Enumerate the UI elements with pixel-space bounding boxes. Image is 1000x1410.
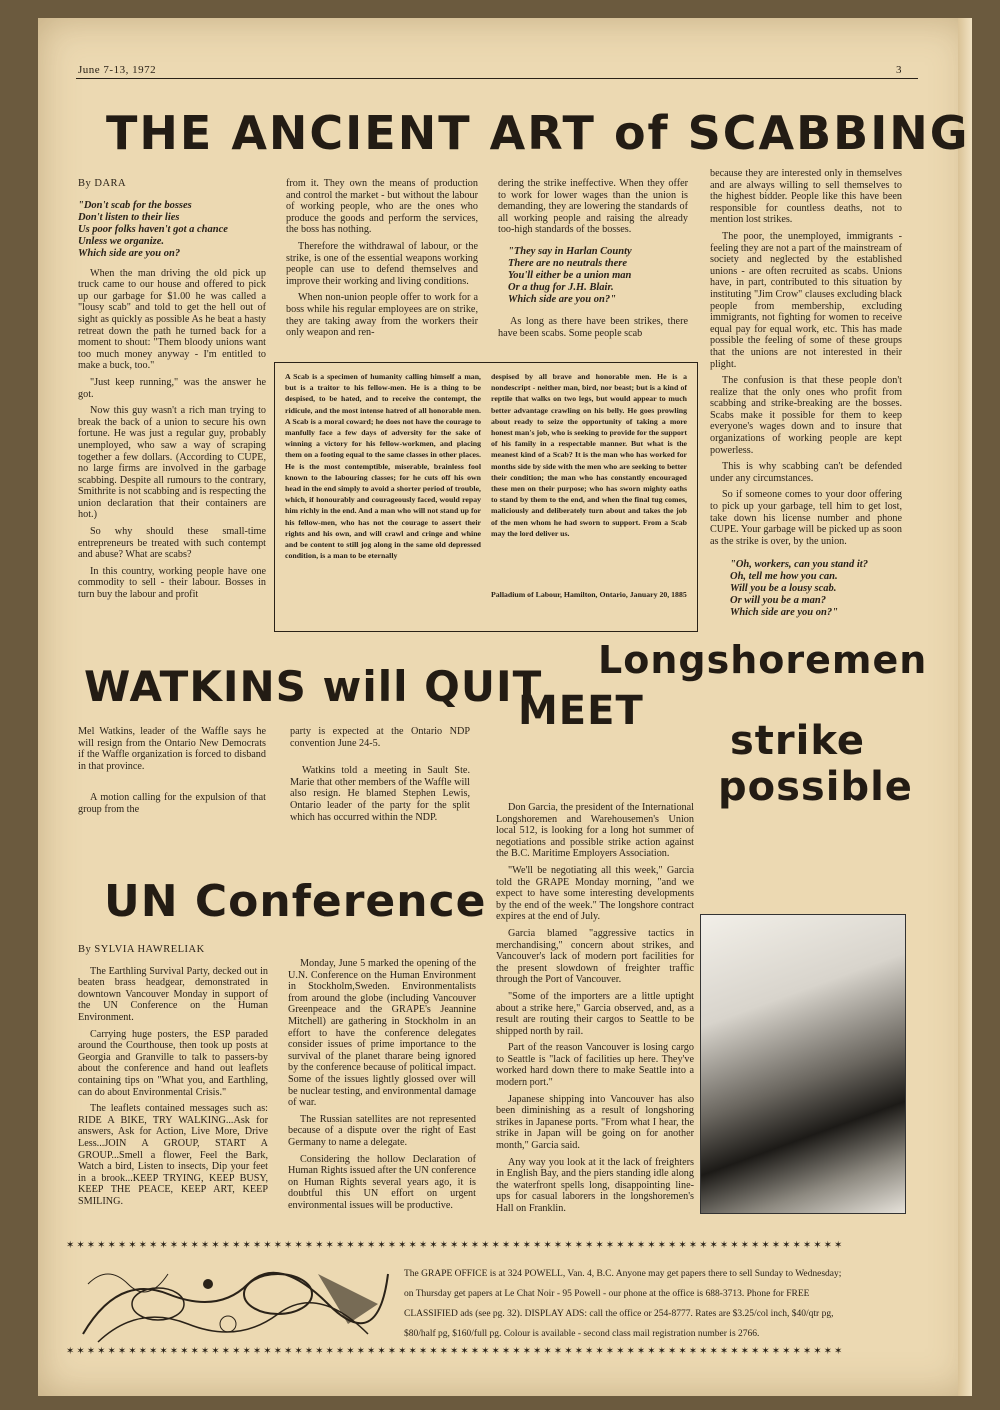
paragraph: Any way you look at it the lack of freighters in English Bay, and the piers standing idle along the waterfront spells long, disappointing line-ups for casual laborers in the longshoremen's Hall on Franklin. bbox=[496, 1156, 694, 1214]
paragraph: As long as there have been strikes, there have been scabs. Some people scab bbox=[498, 315, 688, 339]
scabbing-column-4 bbox=[710, 168, 902, 619]
paragraph: party is expected at the Ontario NDP convention June 24-5. bbox=[290, 726, 470, 749]
footer-line: $80/half pg, $160/full pg. Colour is available - second class mail registration number is 2766. bbox=[404, 1329, 760, 1339]
paragraph: Part of the reason Vancouver is losing cargo to Seattle is "lack of facilities up here. They've worked hard down there to make Seattle into a modern port." bbox=[496, 1042, 694, 1089]
paragraph: The poor, the unemployed, immigrants - feeling they are not a part of the mainstream of society and neglected by the established unions - are often recruited as scabs. Unions have, in part, contributed to this situation by instituting "Jim Crow" clauses excluding black people from membership, excluding immigrants, not fighting for women to receive equal pay for equal work, etc. This has made possible the feeling of some of these groups that the unions are not interested in their plight. bbox=[710, 230, 902, 370]
longshore-headline-1: Longshoremen bbox=[598, 638, 928, 682]
paragraph: So why should these small-time entrepreneurs be treated with such contempt and abuse? What are scabs? bbox=[78, 526, 266, 561]
paragraph: Japanese shipping into Vancouver has also been diminishing as a result of longshoring strikes in Japanese ports. "From what I hear, the strike in Japan will be going on for another month," Garcia said. bbox=[496, 1093, 694, 1152]
quote-left-column: A Scab is a specimen of humanity calling himself a man, but is a traitor to his fellow-men. He is a thing to be despised, to be hated, and to receive the contempt, the ridicule, and the most intense hatred of all honorable men. A Scab is a moral coward; he does not have the courage to manfully face a few days of adversity for the sake of winning a victory for his fellow-workmen, and placing them on a footing equal to the same classes in other places. He is the most contemptible, miserable, brainless fool known to the labouring classes; for he cuts off his own head in the end simply to avoid a shorter period of trouble, which, if honourably and courageously faced, would repay him richly in the end. And a man who will not stand up for his fellow-men, who has not the courage to assert their rights and his own, and will crawl and cringe and whine and be content to still jog along in the same old depressed condition, is a man to be eternally bbox=[285, 372, 481, 561]
scabbing-byline: By DARA bbox=[78, 178, 127, 189]
page-number: 3 bbox=[896, 64, 902, 76]
paragraph: The Earthling Survival Party, decked out in beaten brass headgear, demonstrated in downtown Vancouver Monday in support of the UN Conference on the Human Environment. bbox=[78, 965, 268, 1023]
paragraph: Garcia blamed "aggressive tactics in merchandising," concern about strikes, and Vancouver's lack of modern port facilities for the present slowdown of freighter traffic through the Port of Vancouver. bbox=[496, 927, 694, 986]
grape-illustration bbox=[78, 1254, 394, 1346]
scabbing-column-3 bbox=[498, 178, 688, 344]
paragraph: The Russian satellites are not represented because of a dispute over the right of East Germany to name a delegate. bbox=[288, 1113, 476, 1148]
quote-source: Palladium of Labour, Hamilton, Ontario, January 20, 1885 bbox=[491, 590, 687, 599]
paragraph: Carrying huge posters, the ESP paraded around the Courthouse, then took up posts at Georgia and Granville to talk to passers-by about the conference and hand out leaflets containing tips on "What you, and Earthling, can do about Environmental Crisis." bbox=[78, 1028, 268, 1098]
footer-line: The GRAPE OFFICE is at 324 POWELL, Van. 4, B.C. Anyone may get papers there to sell Sunday to Wednesday; bbox=[404, 1269, 842, 1279]
paragraph: Monday, June 5 marked the opening of the U.N. Conference on the Human Environment in Stockholm,Sweden. Environmentalists from around the globe (including Vancouver Greenpeace and the GRAPE's Jeannine Mitchell) are gathering in Stockholm in an effort to have the conference delegates consider issues of prime importance to the survival of the planet tharare being ignored by the conference because of political impact. Some of the issues lightly glossed over will be nuclear testing, and environmental damage of war. bbox=[288, 958, 476, 1109]
paragraph: When the man driving the old pick up truck came to our house and offered to pick up our garbage for $1.00 he was called a "lousy scab" and told to get the hell out of sight as quickly as possible As he beat a hasty retreat down the path he turned back for a moment to shout: "Them bloody unions want too much money anyway - I'm entitled to make a buck, too." bbox=[78, 267, 266, 372]
paragraph: Watkins told a meeting in Sault Ste. Marie that other members of the Waffle will also resign. He blamed Stephen Lewis, Ontario leader of the party for the split which has occurred within the NDP. bbox=[290, 765, 470, 823]
paragraph: "Just keep running," was the answer he got. bbox=[78, 376, 266, 400]
palladium-quote-box bbox=[274, 362, 698, 632]
scabbing-verse-3: "Oh, workers, can you stand it? Oh, tell me how you can. Will you be a lousy scab. Or will you be a man? Which side are you on?" bbox=[730, 559, 868, 619]
grape-office-footer bbox=[66, 1240, 942, 1364]
scabbing-verse-1: "Don't scab for the bosses Don't listen to their lies Us poor folks haven't got a chance Unless we organize. Which side are you on? bbox=[78, 199, 228, 259]
paragraph: When non-union people offer to work for a boss while his regular employees are on strike, they are taking away from the workers their only weapon and ren- bbox=[286, 292, 478, 339]
star-border-top: ✶✶✶✶✶✶✶✶✶✶✶✶✶✶✶✶✶✶✶✶✶✶✶✶✶✶✶✶✶✶✶✶✶✶✶✶✶✶✶✶✶✶✶✶✶✶✶✶✶✶✶✶✶✶✶✶✶✶✶✶✶✶✶✶✶✶✶✶✶✶✶✶✶✶✶ bbox=[66, 1240, 845, 1251]
longshore-headline-3: strike bbox=[730, 718, 866, 764]
paragraph: Don Garcia, the president of the International Longshoremen and Warehousemen's Union local 512, is looking for a long hot summer of negotiations and possible strike action against the B.C. Maritime Employers Association. bbox=[496, 802, 694, 860]
watkins-column-1 bbox=[78, 726, 266, 821]
scabbing-verse-2: "They say in Harlan County There are no neutrals there You'll either be a union man Or a thug for J.H. Blair. Which side are you on?" bbox=[508, 245, 632, 305]
watkins-column-2 bbox=[290, 726, 470, 828]
page-fold bbox=[958, 18, 972, 1396]
scabbing-column-1 bbox=[78, 178, 266, 606]
paragraph: The confusion is that these people don't realize that the only ones who profit from scabbing and strike-breaking are the bosses. Scabs make it possible for them to keep everyone's wages down and to insure that organizations of working people are kept powerless. bbox=[710, 375, 902, 456]
paragraph: "We'll be negotiating all this week," Garcia told the GRAPE Monday morning, "and we expect to have some interesting developments by the end of the week." The longshore contract expires at the end of July. bbox=[496, 864, 694, 923]
newspaper-page bbox=[38, 18, 972, 1396]
un-byline: By SYLVIA HAWRELIAK bbox=[78, 944, 205, 955]
paragraph: Now this guy wasn't a rich man trying to break the back of a union to secure his own fortune. He was just a regular guy, probably unemployed, who saw a way of scraping together a few dollars. (According to CUPE, no large firms are involved in the garbage scabbing. Despite all rumours to the contrary, Smithrite is not scabbing and is respecting the union declaration that their containers are hot.) bbox=[78, 405, 266, 521]
paragraph: So if someone comes to your door offering to pick up your garbage, tell him to get lost, take down his license number and phone CUPE. Your garbage will be picked up as soon as the strike is over, by the union. bbox=[710, 489, 902, 547]
scabbing-headline: THE ANCIENT ART of SCABBING bbox=[106, 106, 970, 160]
longshore-headline-4: possible bbox=[718, 764, 913, 810]
longshore-article bbox=[496, 802, 694, 1220]
paragraph: A motion calling for the expulsion of that group from the bbox=[78, 792, 266, 815]
quote-right-column: despised by all brave and honorable men. He is a nondescript - neither man, bird, nor beast; but is a kind of reptile that walks on two legs, but would appear to much better advantage crawling on his belly. He goes prowling about ready to seize the opportunity of taking a more honest man's job, who is seeking to provide for the support of his family in a respectable manner. But what is the meanest kind of a Scab? It is the man who has worked for months side by side with the men who are seeking to better their condition; the man who has constantly encouraged these men on their purpose; who has sworn mighty oaths to stand by them to the end, and when the final tug comes, maliciously and deliberately turn about and takes the job of the men whom he had sworn to support. From a Scab may the lord deliver us. bbox=[491, 372, 687, 538]
paragraph: "Some of the importers are a little uptight about a strike here," Garcia observed, and, as a result are routing their cargos to Seattle to be shipped north by rail. bbox=[496, 990, 694, 1037]
paragraph: This is why scabbing can't be defended under any circumstances. bbox=[710, 461, 902, 484]
footer-line: CLASSIFIED ads (see pg. 32). DISPLAY ADS: call the office or 254-8777. Rates are $3.25/col inch, $40/qtr pg, bbox=[404, 1309, 834, 1319]
paragraph: because they are interested only in themselves and are always willing to sell themselves to the highest bidder. People like this have been responsible for countless deaths, not to mention lost strikes. bbox=[710, 168, 902, 226]
star-border-bottom: ✶✶✶✶✶✶✶✶✶✶✶✶✶✶✶✶✶✶✶✶✶✶✶✶✶✶✶✶✶✶✶✶✶✶✶✶✶✶✶✶✶✶✶✶✶✶✶✶✶✶✶✶✶✶✶✶✶✶✶✶✶✶✶✶✶✶✶✶✶✶✶✶✶✶✶ bbox=[66, 1346, 845, 1357]
ship-dock-photo bbox=[700, 914, 906, 1214]
paragraph: dering the strike ineffective. When they offer to work for lower wages than the union is demanding, they are lowering the standards of all working people and raising the already too-high standards of the bosses. bbox=[498, 178, 688, 236]
longshore-headline-2: MEET bbox=[518, 688, 644, 734]
paragraph: The leaflets contained messages such as: RIDE A BIKE, TRY WALKING...Ask for answers, Ask for Action, Live More, Drive Less...JOIN A GROUP, START A GROUP...Smell a flower, Feel the Bark, Watch a bird, Listen to insects, Dip your feet in a brook...KEEP TRYING, KEEP BUSY, KEEP THE PEACE, KEEP ART, KEEP SMILING. bbox=[78, 1103, 268, 1207]
paragraph: In this country, working people have one commodity to sell - their labour. Bosses in turn buy the labour and profit bbox=[78, 565, 266, 601]
issue-date: June 7-13, 1972 bbox=[78, 64, 157, 76]
paragraph: from it. They own the means of production and control the market - but without the labour of working people, who are the ones who produce the goods and perform the services, the boss has nothing. bbox=[286, 178, 478, 236]
paragraph: Therefore the withdrawal of labour, or the strike, is one of the essential weapons working people can use to defend themselves and improve their working and living conditions. bbox=[286, 240, 478, 287]
paragraph: Mel Watkins, leader of the Waffle says he will resign from the Ontario New Democrats if the Waffle organization is forced to disband in that province. bbox=[78, 726, 266, 772]
footer-text bbox=[404, 1264, 934, 1344]
un-headline: UN Conference bbox=[104, 876, 487, 927]
masthead-rule bbox=[76, 78, 918, 79]
scabbing-column-2 bbox=[286, 178, 478, 344]
un-column-1 bbox=[78, 944, 268, 1212]
watkins-headline: WATKINS will QUIT bbox=[84, 662, 543, 711]
paragraph: Considering the hollow Declaration of Human Rights issued after the UN conference on Human Rights several years ago, it is doubtful this UN effort on urgent environmental issues will be productive. bbox=[288, 1153, 476, 1211]
footer-line: on Thursday get papers at Le Chat Noir - 95 Powell - our phone at the office is 688-3713. Phone for FREE bbox=[404, 1289, 810, 1299]
un-column-2 bbox=[288, 958, 476, 1216]
